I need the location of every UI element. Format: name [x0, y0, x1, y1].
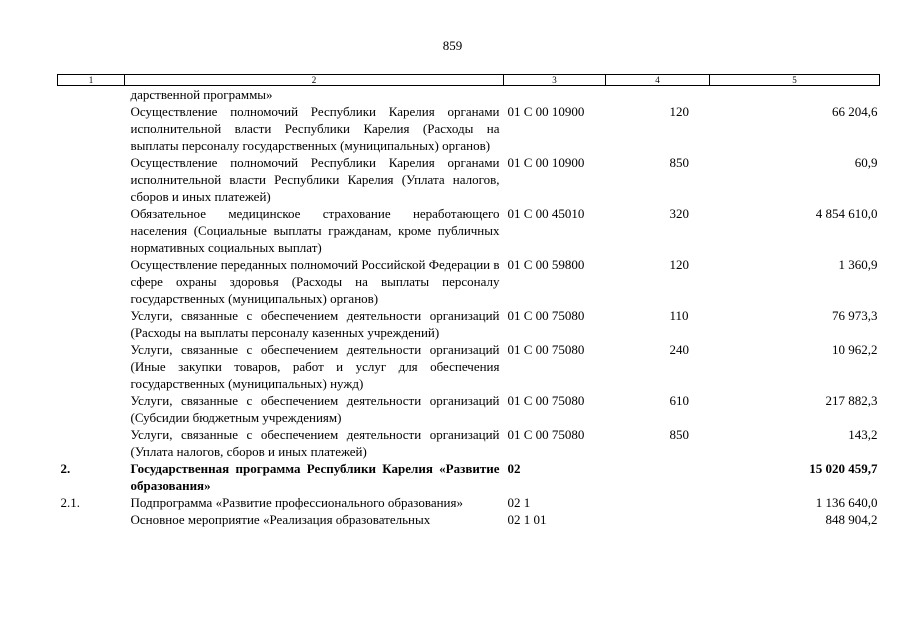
budget-table — [57, 74, 880, 528]
row-name: Осуществление переданных полномочий Российской Федерации в сфере охраны здоровья (Расходы на выплаты персоналу государственных (муниципальных) органов) — [130, 257, 500, 306]
row-amount: 66 204,6 — [832, 104, 878, 119]
row-target-code: 01 С 00 75080 — [507, 308, 585, 323]
table-row — [58, 494, 880, 511]
row-amount: 1 360,9 — [838, 257, 878, 272]
row-name: Услуги, связанные с обеспечением деятельности организаций (Уплата налогов, сборов и иных платежей) — [130, 427, 500, 459]
row-amount — [710, 86, 880, 104]
row-name: Осуществление полномочий Республики Карелия органами исполнительной власти Республики Карелия (Уплата налогов, сборов и иных платежей) — [130, 155, 500, 204]
row-target-code — [504, 86, 606, 104]
row-expense-type: 850 — [669, 427, 689, 442]
row-amount: 4 854 610,0 — [815, 206, 878, 221]
column-header-amount: 5 — [710, 75, 880, 86]
row-expense-type: 610 — [669, 393, 689, 408]
table-row — [58, 205, 880, 256]
row-number: 2. — [60, 461, 71, 476]
row-amount: 76 973,3 — [832, 308, 878, 323]
row-number — [58, 154, 125, 205]
row-expense-type: 120 — [669, 257, 689, 272]
row-expense-type — [606, 460, 710, 494]
row-target-code: 01 С 00 10900 — [507, 104, 585, 119]
row-name: Обязательное медицинское страхование неработающего населения (Социальные выплаты гражданам, кроме публичных нормативных социальных выплат) — [130, 206, 500, 255]
table-body — [58, 86, 880, 529]
row-target-code: 01 С 00 75080 — [507, 427, 585, 442]
row-target-code: 02 1 01 — [507, 512, 547, 527]
row-number — [58, 307, 125, 341]
row-number — [58, 256, 125, 307]
table-row — [58, 154, 880, 205]
row-amount: 217 882,3 — [825, 393, 878, 408]
row-target-code: 02 — [507, 461, 521, 476]
row-expense-type: 320 — [669, 206, 689, 221]
row-name: Основное мероприятие «Реализация образовательных — [130, 512, 431, 527]
table-header — [58, 75, 880, 86]
table-row — [58, 460, 880, 494]
table-row — [58, 341, 880, 392]
column-header-name: 2 — [125, 75, 504, 86]
row-number — [58, 341, 125, 392]
row-amount: 143,2 — [848, 427, 878, 442]
column-header-number: 1 — [58, 75, 125, 86]
column-header-code: 3 — [504, 75, 606, 86]
row-number — [58, 511, 125, 528]
column-header-expense-type: 4 — [606, 75, 710, 86]
row-name: Подпрограмма «Развитие профессионального образования» — [130, 495, 463, 510]
row-name: Услуги, связанные с обеспечением деятельности организаций (Расходы на выплаты персоналу казенных учреждений) — [130, 308, 500, 340]
row-amount: 10 962,2 — [832, 342, 878, 357]
row-name: Услуги, связанные с обеспечением деятельности организаций (Субсидии бюджетным учреждениям) — [130, 393, 500, 425]
table-row — [58, 426, 880, 460]
row-name: дарственной программы» — [130, 87, 273, 102]
row-expense-type: 110 — [669, 308, 689, 323]
row-amount: 848 904,2 — [825, 512, 878, 527]
row-number — [58, 205, 125, 256]
row-number — [58, 86, 125, 104]
row-target-code: 01 С 00 75080 — [507, 393, 585, 408]
table-row — [58, 392, 880, 426]
row-number — [58, 392, 125, 426]
row-target-code: 01 С 00 45010 — [507, 206, 585, 221]
row-number — [58, 426, 125, 460]
row-target-code: 02 1 — [507, 495, 531, 510]
table-row — [58, 307, 880, 341]
page-number: 859 — [442, 38, 463, 53]
row-name: Государственная программа Республики Карелия «Развитие образования» — [130, 461, 500, 493]
row-amount: 1 136 640,0 — [815, 495, 878, 510]
row-number: 2.1. — [60, 495, 80, 510]
row-expense-type — [606, 511, 710, 528]
row-expense-type: 240 — [669, 342, 689, 357]
table-row — [58, 511, 880, 528]
table-row — [58, 103, 880, 154]
row-amount: 15 020 459,7 — [809, 461, 878, 476]
row-amount: 60,9 — [854, 155, 878, 170]
row-expense-type: 120 — [669, 104, 689, 119]
row-target-code: 01 С 00 10900 — [507, 155, 585, 170]
row-expense-type — [606, 86, 710, 104]
row-expense-type: 850 — [669, 155, 689, 170]
row-target-code: 01 С 00 75080 — [507, 342, 585, 357]
row-target-code: 01 С 00 59800 — [507, 257, 585, 272]
row-number — [58, 103, 125, 154]
table-row — [58, 86, 880, 104]
row-name: Осуществление полномочий Республики Карелия органами исполнительной власти Республики Карелия (Расходы на выплаты персоналу государственных (муниципальных) органов) — [130, 104, 500, 153]
table-row — [58, 256, 880, 307]
row-expense-type — [606, 494, 710, 511]
row-name: Услуги, связанные с обеспечением деятельности организаций (Иные закупки товаров, работ и услуг для обеспечения государственных (муниципальных) нужд) — [130, 342, 500, 391]
